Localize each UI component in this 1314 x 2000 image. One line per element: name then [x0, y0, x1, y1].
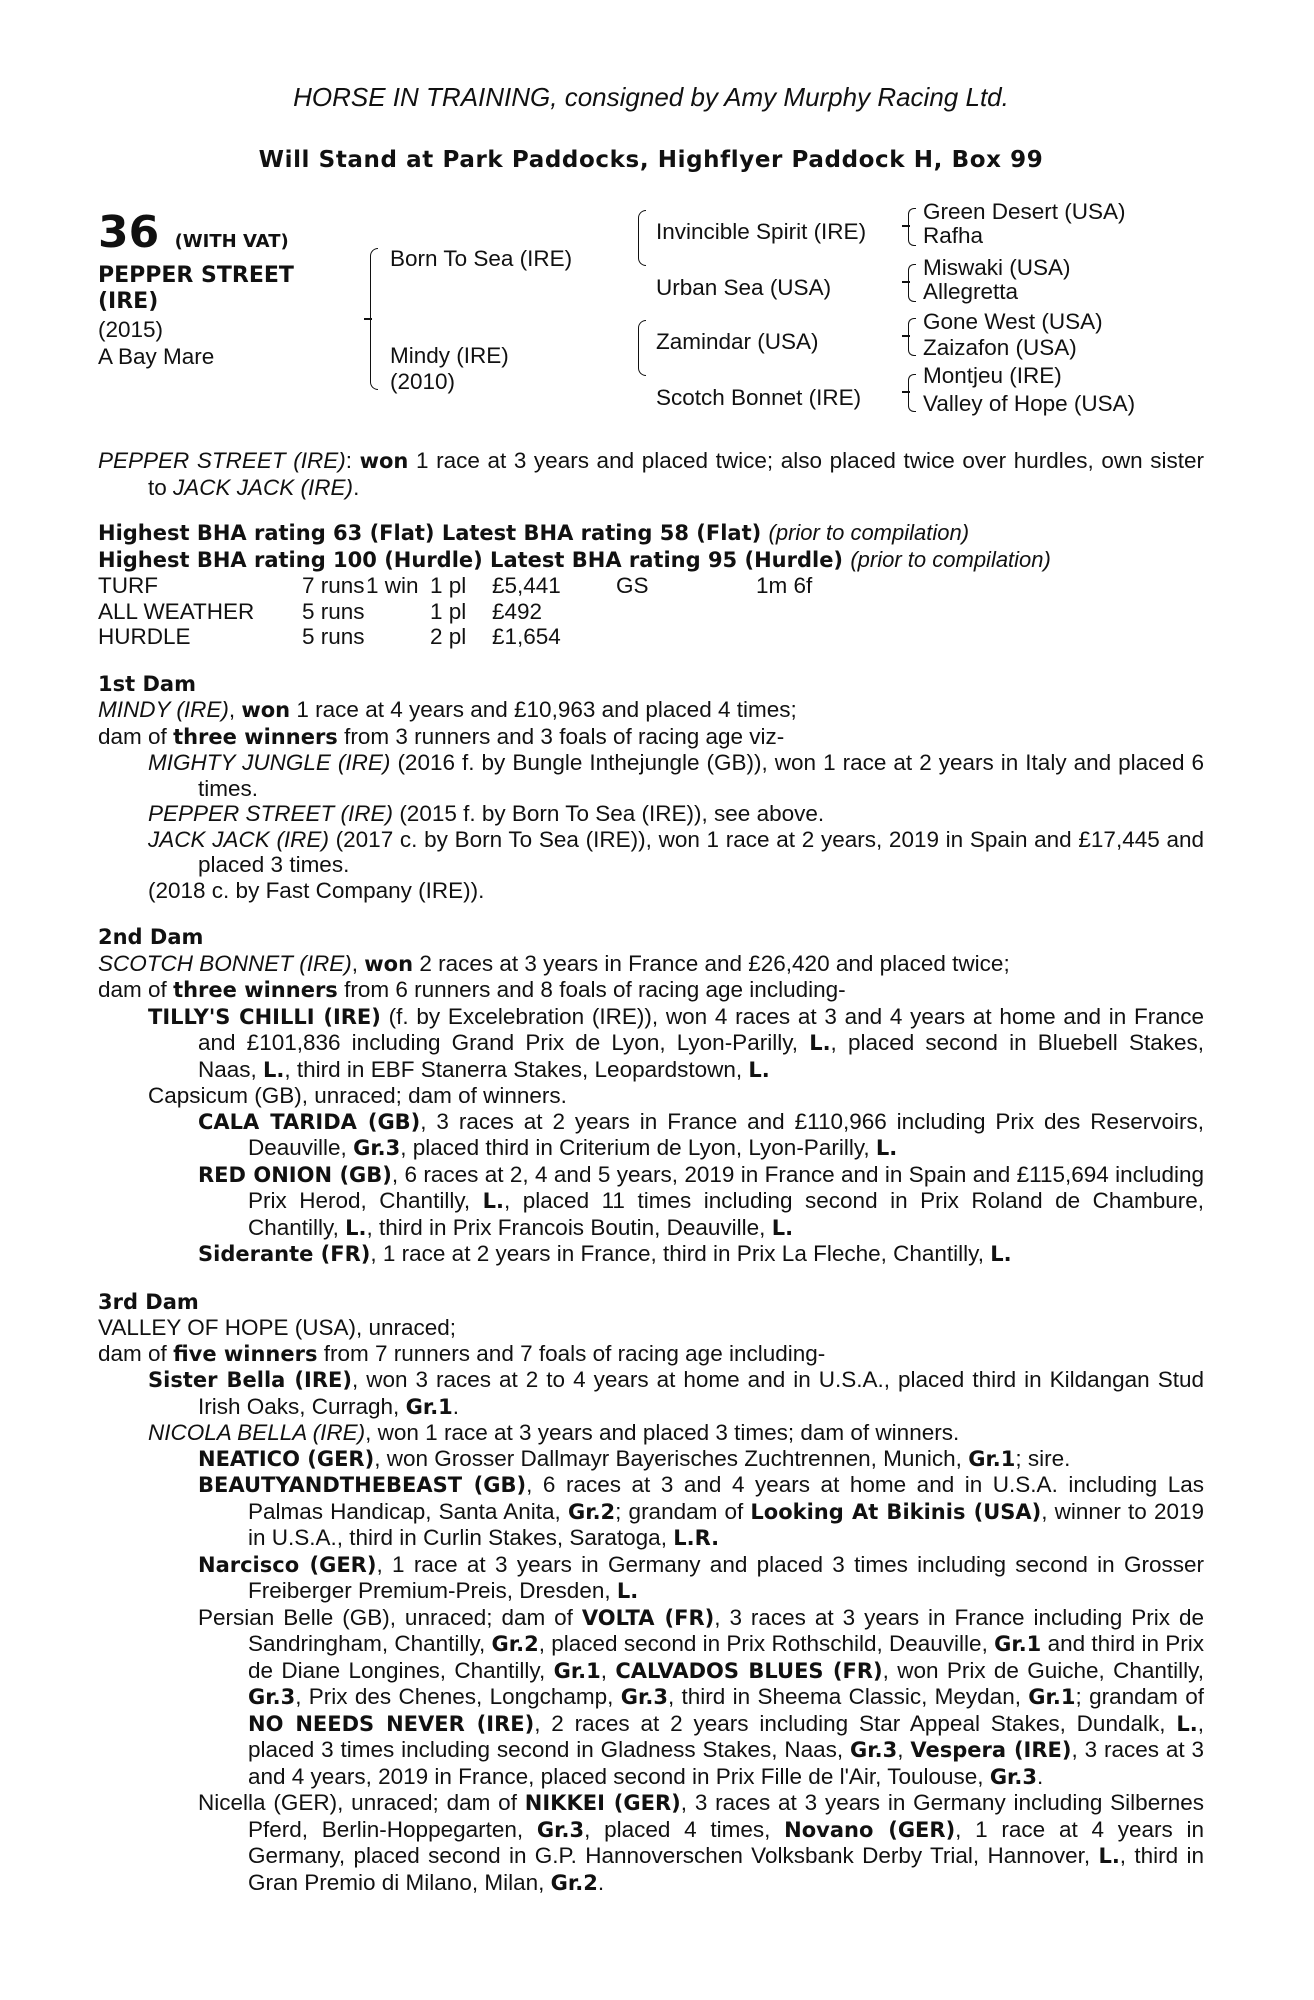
- produce-text: (2017 c. by Born To Sea (IRE)), won 1 race at 2 years, 2019 in Spain and £17,445 and placed 3 times.: [198, 826, 1204, 877]
- grade-label: L.: [990, 1242, 1012, 1266]
- produce-name: Sister Bella (IRE): [148, 1368, 352, 1392]
- produce-entry: [98, 1083, 1204, 1109]
- pedigree-dam-sire: Zamindar (USA): [656, 329, 819, 354]
- ggp-3: Miswaki (USA): [923, 255, 1071, 280]
- table-row: [98, 624, 812, 650]
- grade-label: Gr.3: [850, 1738, 898, 1762]
- produce-text: and third in Prix de Diane Longines, Chantilly,: [248, 1631, 1204, 1683]
- record-wins: 1 win: [366, 573, 419, 598]
- hurdle-rating-note: (prior to compilation): [850, 546, 1051, 572]
- produce-entry: [98, 878, 1204, 904]
- first-dam-produce: [98, 724, 1204, 751]
- foaling-year: (2015): [98, 317, 164, 342]
- horse-description: A Bay Mare: [98, 344, 215, 369]
- produce-text: , 3 races at 3 years in France including Prix de Sandringham, Chantilly,: [248, 1604, 1204, 1656]
- produce-entry: [98, 1241, 1204, 1268]
- produce-suffix: from 3 runners and 3 foals of racing age viz-: [344, 723, 785, 749]
- produce-name: Novano (GER): [784, 1817, 956, 1842]
- produce-text: , placed 11 times including second in Prix Roland de Chambure, Chantilly,: [248, 1188, 1204, 1240]
- produce-entry: [98, 1162, 1204, 1242]
- produce-text: Persian Belle (GB), unraced; dam of: [198, 1604, 573, 1630]
- grade-label: Gr.2: [567, 1499, 616, 1524]
- produce-name: Narcisco (GER): [198, 1552, 377, 1577]
- record-placed: 1 pl: [430, 598, 467, 624]
- grade-label: L.: [263, 1057, 285, 1082]
- produce-name: Vespera (IRE): [910, 1738, 1072, 1762]
- produce-prefix: dam of: [98, 977, 167, 1002]
- grade-label: L.: [345, 1215, 367, 1240]
- pedigree-block: [98, 198, 1204, 438]
- produce-name: Siderante (FR): [198, 1242, 371, 1266]
- third-dam-heading: 3rd Dam: [98, 1289, 199, 1314]
- ggp-brace-2-point: [902, 281, 910, 283]
- produce-text: (2015 f. by Born To Sea (IRE)), see above.: [399, 801, 825, 826]
- produce-entry: [98, 1004, 1204, 1084]
- grade-label: Gr.2: [491, 1632, 539, 1656]
- sire-parents-brace: [638, 210, 646, 266]
- produce-text: , 1 race at 3 years in Germany and placed 3 times including second in Grosser Freiberger Premium-Preis, Dresden,: [248, 1551, 1204, 1603]
- grade-label: Gr.2: [550, 1870, 598, 1895]
- table-row: [98, 573, 812, 599]
- produce-name: NEATICO (GER): [198, 1446, 375, 1471]
- produce-name: PEPPER STREET (IRE): [148, 801, 394, 826]
- record-surface: HURDLE: [98, 624, 191, 649]
- hurdle-rating: [98, 547, 1204, 574]
- produce-entry: Persian Belle (GB), unraced; dam of VOLTA (FR), 3 races at 3 years in France including Prix de Sandringham, Chantilly, Gr.2, placed second in Prix Rothschild, Deauville, Gr.1 and third in Prix de Diane Longines, Chantilly, Gr.1, CALVADOS BLUES (FR), won Prix de Guiche, Chantilly, Gr.3, Prix des Chenes, Longchamp, Gr.3, third in Sheema Classic, Meydan, Gr.1; grandam of NO NEEDS NEVER (IRE), 2 races at 2 years including Star Appeal Stakes, Dundalk, L., placed 3 times including second in Gladness Stakes, Naas, Gr.3, Vespera (IRE), 3 races at 3 and 4 years, 2019 in France, placed second in Prix Fille de l'Air, Toulouse, Gr.3.: [198, 1604, 1204, 1789]
- record-earnings: £492: [492, 598, 543, 624]
- produce-prefix: dam of: [98, 723, 167, 749]
- produce-text: , 6 races at 3 and 4 years at home and in U.S.A. including Las Palmas Handicap, Santa Anita,: [248, 1472, 1204, 1524]
- produce-text: , 3 races at 2 years in France and £110,966 including Prix des Reservoirs, Deauville,: [248, 1108, 1204, 1160]
- stand-location: Will Stand at Park Paddocks, Highflyer Paddock H, Box 99: [258, 147, 1044, 173]
- grade-label: Gr.3: [536, 1817, 585, 1842]
- table-row: [98, 599, 812, 625]
- flat-rating-note: (prior to compilation): [768, 520, 970, 545]
- record-surface: TURF: [98, 573, 158, 598]
- produce-text: ; grandam of: [615, 1498, 744, 1524]
- grade-label: Gr.1: [968, 1446, 1016, 1471]
- ggp-brace-4-point: [902, 391, 910, 393]
- ggp-6: Zaizafon (USA): [923, 335, 1077, 360]
- produce-entry: Nicella (GER), unraced; dam of NIKKEI (GER), 3 races at 3 years in Germany including Silbernes Pferd, Berlin-Hoppegarten, Gr.3, placed 4 times, Novano (GER), 1 race at 4 years in Germany, placed second in G.P. Hannoverschen Volksbank Derby Trial, Hannover, L., third in Gran Premio di Milano, Milan, Gr.2.: [198, 1790, 1204, 1895]
- record-runs: 5 runs: [302, 624, 365, 649]
- grade-label: L.: [809, 1031, 831, 1055]
- produce-text: , placed third in Criterium de Lyon, Lyon-Parilly,: [400, 1135, 870, 1160]
- produce-text: , third in Prix Francois Boutin, Deauville,: [366, 1214, 766, 1240]
- produce-text: (2018 c. by Fast Company (IRE)).: [148, 877, 485, 903]
- produce-name: NICOLA BELLA (IRE): [148, 1420, 366, 1445]
- produce-text: Capsicum (GB), unraced; dam of winners.: [148, 1083, 567, 1108]
- horse-name-line2: (IRE): [98, 289, 159, 314]
- ggp-brace-3-point: [902, 335, 910, 337]
- produce-entry: [98, 750, 1204, 801]
- pedigree-dam-dam: Scotch Bonnet (IRE): [656, 385, 862, 410]
- record-distance: [756, 599, 812, 625]
- produce-name: BEAUTYANDTHEBEAST (GB): [198, 1473, 527, 1497]
- lot-number-value: 36: [98, 207, 160, 258]
- first-dam-won: won: [241, 698, 291, 722]
- produce-name: CALA TARIDA (GB): [198, 1109, 421, 1134]
- ggp-2: Rafha: [923, 223, 984, 248]
- record-earnings: £5,441: [492, 573, 561, 598]
- ggp-5: Gone West (USA): [923, 309, 1103, 334]
- summary-name: PEPPER STREET (IRE): [98, 448, 346, 473]
- produce-text: , 1 race at 4 years in Germany, placed second in G.P. Hannoverschen Volksbank Derby Trial, Hannover,: [248, 1816, 1204, 1868]
- first-dam-heading: 1st Dam: [98, 671, 196, 696]
- ggp-brace-1-point: [902, 225, 910, 227]
- produce-text: , 3 races at 3 years in Germany including Silbernes Pferd, Berlin-Hoppegarten,: [248, 1790, 1204, 1842]
- grade-label: L.: [616, 1579, 639, 1603]
- first-dam-name: MINDY (IRE): [98, 697, 229, 722]
- ggp-brace-3: [908, 318, 916, 356]
- produce-text: , third in EBF Stanerra Stakes, Leopardstown,: [284, 1056, 743, 1082]
- record-going: GS: [616, 573, 649, 598]
- third-dam-produce: [98, 1341, 1204, 1368]
- ggp-7: Montjeu (IRE): [923, 363, 1062, 388]
- pedigree-sire-sire: Invincible Spirit (IRE): [656, 219, 867, 244]
- race-record-table: [98, 573, 812, 650]
- record-going: [616, 599, 756, 625]
- produce-text: , placed 3 times including second in Gladness Stakes, Naas,: [248, 1710, 1204, 1762]
- second-dam-record: SCOTCH BONNET (IRE), won 2 races at 3 years in France and £26,420 and placed twice;: [98, 950, 1010, 976]
- produce-text: (2016 f. by Bungle Inthejungle (GB)), won 1 race at 2 years in Italy and placed 6 times.: [198, 750, 1204, 801]
- produce-entry: Sister Bella (IRE), won 3 races at 2 to 4 years at home and in U.S.A., placed third in Kildangan Stud Irish Oaks, Curragh, Gr.1.: [148, 1367, 1204, 1419]
- grade-label: L.: [748, 1057, 770, 1082]
- produce-text: , third in Gran Premio di Milano, Milan,: [248, 1843, 1204, 1895]
- produce-count: five winners: [173, 1341, 318, 1366]
- ggp-brace-4: [908, 374, 916, 412]
- pedigree-sire-dam: Urban Sea (USA): [656, 275, 832, 300]
- grade-label: L.: [875, 1136, 898, 1160]
- ratings-block: [98, 520, 1204, 650]
- grade-label: Gr.3: [248, 1685, 296, 1709]
- produce-text: , placed second in Prix Rothschild, Deauville,: [538, 1631, 988, 1656]
- produce-text: ; sire.: [1015, 1445, 1071, 1471]
- record-wins: [366, 624, 430, 650]
- catalogue-body: [98, 448, 1204, 1896]
- produce-name: Looking At Bikinis (USA): [750, 1499, 1042, 1524]
- produce-name: NIKKEI (GER): [524, 1791, 681, 1815]
- lot-number: [98, 208, 289, 267]
- record-runs: 7 runs: [302, 573, 365, 598]
- record-runs: 5 runs: [302, 598, 365, 624]
- produce-entry: [98, 1472, 1204, 1552]
- ggp-brace-2: [908, 264, 916, 302]
- horse-name-line1: PEPPER STREET: [98, 263, 294, 288]
- pedigree-dam-year: (2010): [390, 369, 456, 394]
- produce-name: VOLTA (FR): [581, 1605, 715, 1630]
- second-dam-produce: [98, 977, 1204, 1004]
- produce-text: Nicella (GER), unraced; dam of: [198, 1790, 517, 1815]
- ggp-brace-1: [908, 208, 916, 246]
- grade-label: Gr.1: [1028, 1685, 1076, 1709]
- ggp-8: Valley of Hope (USA): [923, 391, 1136, 416]
- sire-dam-brace-point: [364, 318, 372, 320]
- grade-label: Gr.3: [989, 1764, 1038, 1789]
- grade-label: L.: [482, 1189, 505, 1213]
- produce-count: three winners: [173, 724, 338, 749]
- record-wins: [366, 599, 430, 625]
- record-placed: 1 pl: [430, 573, 467, 598]
- grade-label: Gr.1: [405, 1394, 453, 1419]
- record-distance: 1m 6f: [756, 573, 813, 598]
- catalogue-page: [98, 0, 1204, 2000]
- first-dam-race-text: 1 race at 4 years and £10,963 and placed 4 times;: [296, 697, 797, 722]
- produce-text: , 2 races at 2 years including Star Appeal Stakes, Dundalk,: [534, 1710, 1166, 1736]
- produce-text: , Prix des Chenes, Longchamp,: [295, 1684, 614, 1709]
- third-dam-record: VALLEY OF HOPE (USA), unraced;: [98, 1315, 457, 1340]
- produce-text: , 6 races at 2, 4 and 5 years, 2019 in France and in Spain and £115,694 including Prix Herod, Chantilly,: [248, 1161, 1204, 1213]
- produce-text: , 3 races at 3 and 4 years, 2019 in France, placed second in Prix Fille de l'Air, Toulouse,: [248, 1737, 1204, 1789]
- produce-text: , 1 race at 2 years in France, third in Prix La Fleche, Chantilly,: [370, 1241, 984, 1266]
- horse-summary: PEPPER STREET (IRE): won 1 race at 3 years and placed twice; also placed twice over hurdles, own sister to JACK JACK (IRE).: [98, 448, 1204, 500]
- second-dam-won: won: [364, 951, 414, 976]
- produce-entry: [98, 1109, 1204, 1162]
- ggp-4: Allegretta: [923, 279, 1019, 304]
- vat-label: (WITH VAT): [174, 231, 289, 252]
- produce-entry: [98, 1552, 1204, 1605]
- produce-name: TILLY'S CHILLI (IRE): [148, 1004, 381, 1029]
- grade-label: L.: [1176, 1711, 1198, 1736]
- grade-label: L.: [771, 1215, 794, 1240]
- produce-entry: [98, 1446, 1204, 1473]
- produce-entry: [98, 801, 1204, 827]
- produce-prefix: dam of: [98, 1340, 167, 1366]
- produce-name: MIGHTY JUNGLE (IRE): [148, 750, 391, 775]
- record-going: [616, 624, 756, 650]
- pedigree-sire: Born To Sea (IRE): [390, 246, 573, 271]
- produce-suffix: from 7 runners and 7 foals of racing age including-: [323, 1340, 826, 1366]
- second-dam-name: SCOTCH BONNET (IRE): [98, 950, 352, 976]
- ggp-1: Green Desert (USA): [923, 199, 1126, 224]
- produce-text: , placed second in Bluebell Stakes, Naas,: [198, 1030, 1204, 1082]
- flat-rating-text: Highest BHA rating 63 (Flat) Latest BHA rating 58 (Flat): [98, 521, 762, 545]
- produce-text: , won Prix de Guiche, Chantilly,: [882, 1657, 1204, 1683]
- produce-suffix: from 6 runners and 8 foals of racing age including-: [344, 977, 846, 1002]
- produce-text: , won 1 race at 3 years and placed 3 times; dam of winners.: [365, 1420, 960, 1445]
- produce-name: NO NEEDS NEVER (IRE): [248, 1711, 535, 1736]
- grade-label: Gr.1: [994, 1632, 1042, 1656]
- record-distance: [756, 624, 812, 650]
- pedigree-dam: Mindy (IRE): [390, 343, 509, 368]
- produce-text: , third in Sheema Classic, Meydan,: [667, 1684, 1021, 1709]
- second-dam-heading: 2nd Dam: [98, 925, 204, 949]
- second-dam-race-text: 2 races at 3 years in France and £26,420 and placed twice;: [419, 950, 1010, 976]
- summary-won: won: [359, 449, 409, 473]
- flat-rating: [98, 520, 1204, 547]
- produce-text: , won 3 races at 2 to 4 years at home and in U.S.A., placed third in Kildangan Stud Irish Oaks, Curragh,: [198, 1367, 1204, 1419]
- produce-text: (f. by Excelebration (IRE)), won 4 races at 3 and 4 years at home and in France and £101,836 including Grand Prix de Lyon, Lyon-Parilly,: [198, 1003, 1204, 1055]
- produce-entry: [98, 1420, 1204, 1446]
- grade-label: Gr.3: [353, 1136, 401, 1160]
- produce-entry: [98, 827, 1204, 878]
- dam-parents-brace: [638, 320, 646, 376]
- produce-text: , winner to 2019 in U.S.A., third in Curlin Stakes, Saratoga,: [248, 1498, 1204, 1550]
- produce-count: three winners: [173, 978, 338, 1002]
- grade-label: L.: [1098, 1844, 1120, 1868]
- produce-name: CALVADOS BLUES (FR): [615, 1658, 883, 1683]
- record-earnings: £1,654: [492, 624, 561, 649]
- grade-label: L.R.: [673, 1526, 720, 1550]
- produce-name: RED ONION (GB): [198, 1162, 392, 1187]
- record-surface: ALL WEATHER: [98, 598, 255, 624]
- grade-label: Gr.1: [553, 1658, 601, 1683]
- consignor-title: HORSE IN TRAINING, consigned by Amy Murphy Racing Ltd.: [293, 82, 1009, 112]
- produce-text: , won Grosser Dallmayr Bayerisches Zuchtrennen, Munich,: [374, 1445, 962, 1471]
- grade-label: Gr.3: [620, 1685, 668, 1709]
- produce-name: JACK JACK (IRE): [148, 826, 329, 852]
- produce-text: , placed 4 times,: [584, 1816, 771, 1842]
- hurdle-rating-text: Highest BHA rating 100 (Hurdle) Latest BHA rating 95 (Hurdle): [98, 547, 844, 572]
- produce-text: ; grandam of: [1075, 1684, 1204, 1709]
- summary-sister: JACK JACK (IRE): [173, 474, 354, 500]
- first-dam-record: MINDY (IRE), won 1 race at 4 years and £10,963 and placed 4 times;: [98, 697, 797, 722]
- record-placed: 2 pl: [430, 624, 467, 649]
- summary-text: 1 race at 3 years and placed twice; also placed twice over hurdles, own sister to: [148, 448, 1204, 500]
